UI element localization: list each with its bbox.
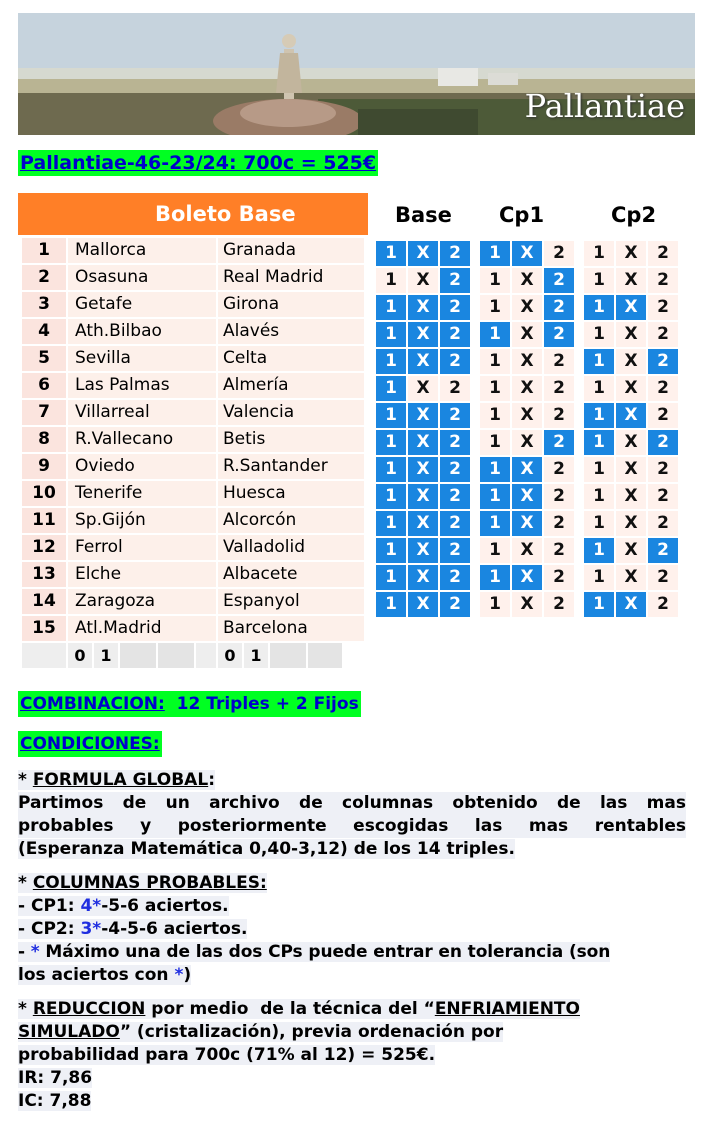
match-number: 11: [22, 508, 66, 533]
sign-cell: 1: [376, 349, 406, 374]
sign-cell: 2: [648, 457, 678, 482]
sign-cell: X: [616, 592, 646, 617]
grid-row: [376, 348, 472, 375]
sign-cell: X: [616, 565, 646, 590]
grid-row: [584, 294, 680, 321]
sign-cell: 2: [440, 349, 470, 374]
grid-row: [584, 564, 680, 591]
home-team: Ath.Bilbao: [68, 319, 216, 344]
match-row: [18, 237, 368, 264]
sign-cell: 2: [544, 430, 574, 455]
home-team: R.Vallecano: [68, 427, 216, 452]
grid-row: [584, 240, 680, 267]
sign-cell: X: [512, 592, 542, 617]
sign-cell: 1: [584, 592, 614, 617]
away-team: Girona: [218, 292, 364, 317]
sign-cell: X: [408, 565, 438, 590]
combinacion-value: 12 Triples + 2 Fijos: [164, 694, 359, 714]
enfriamiento-title: ENFRIAMIENTO: [434, 999, 580, 1019]
sign-cell: 2: [440, 268, 470, 293]
match-row: [18, 507, 368, 534]
grid-row: [376, 267, 472, 294]
sign-cell: 1: [480, 349, 510, 374]
sign-cell: X: [616, 457, 646, 482]
sign-cell: 1: [376, 592, 406, 617]
sign-cell: 1: [376, 295, 406, 320]
sign-cell: 1: [584, 538, 614, 563]
match-number: 10: [22, 481, 66, 506]
sign-cell: 2: [440, 592, 470, 617]
formula-line-3: (Esperanza Matemática 0,40-3,12) de los 14 triples.: [18, 839, 515, 859]
sign-cell: 2: [648, 511, 678, 536]
grid-row: [376, 240, 472, 267]
sign-cell: 1: [376, 268, 406, 293]
bullet: *: [18, 999, 33, 1019]
away-team: Barcelona: [218, 616, 364, 641]
sign-cell: 2: [544, 484, 574, 509]
sign-cell: 1: [584, 565, 614, 590]
away-team: Almería: [218, 373, 364, 398]
grid-header-cp2: Cp2: [611, 203, 657, 227]
footer-blank-cell: [120, 643, 156, 668]
sign-cell: 1: [376, 511, 406, 536]
sign-cell: X: [512, 322, 542, 347]
sign-cell: X: [616, 268, 646, 293]
condiciones-heading: [18, 731, 162, 757]
sign-cell: 2: [544, 511, 574, 536]
reduccion-section: [18, 998, 686, 1113]
boleto-footer: [22, 642, 368, 669]
cp1-prefix: - CP1:: [18, 896, 81, 916]
sign-cell: 2: [440, 403, 470, 428]
sign-cell: X: [616, 241, 646, 266]
sign-cell: 1: [480, 565, 510, 590]
sign-cell: 2: [440, 565, 470, 590]
sign-cell: 1: [480, 322, 510, 347]
sign-cell: X: [408, 376, 438, 401]
grid-row: [480, 321, 576, 348]
home-team: Sevilla: [68, 346, 216, 371]
sign-cell: 2: [440, 538, 470, 563]
formula-line-1: Partimos de un archivo de columnas obtenido de las mas: [18, 793, 686, 813]
home-team: Elche: [68, 562, 216, 587]
grid-row: [480, 591, 576, 618]
grid-row: [584, 429, 680, 456]
grid-row: [376, 321, 472, 348]
combinacion-label: COMBINACION:: [20, 694, 165, 714]
sign-cell: 1: [584, 322, 614, 347]
grid-base: [376, 240, 472, 618]
sign-cell: 2: [440, 376, 470, 401]
grid-row: [584, 456, 680, 483]
bullet: *: [18, 770, 33, 790]
sign-cell: 1: [376, 430, 406, 455]
cp1-rest: -5-6 aciertos.: [101, 896, 229, 916]
reduccion-text-1: por medio de la técnica del “: [145, 999, 435, 1019]
grid-row: [480, 294, 576, 321]
grid-row: [480, 510, 576, 537]
away-team: Alcorcón: [218, 508, 364, 533]
sign-cell: X: [408, 241, 438, 266]
sign-cell: 2: [440, 511, 470, 536]
formula-section: [18, 769, 686, 861]
sign-cell: 2: [544, 268, 574, 293]
sign-cell: 2: [544, 376, 574, 401]
sign-cell: 2: [544, 295, 574, 320]
condiciones-label: CONDICIONES:: [20, 734, 160, 754]
sign-cell: 1: [584, 403, 614, 428]
match-number: 6: [22, 373, 66, 398]
sign-cell: 1: [480, 376, 510, 401]
grid-row: [480, 375, 576, 402]
sign-cell: 2: [648, 430, 678, 455]
match-number: 9: [22, 454, 66, 479]
sign-cell: 2: [648, 592, 678, 617]
sign-cell: X: [616, 538, 646, 563]
cp2-highlight: 3*: [80, 919, 102, 939]
sign-cell: 2: [544, 322, 574, 347]
grid-row: [376, 402, 472, 429]
home-team: Mallorca: [68, 238, 216, 263]
sign-cell: X: [408, 484, 438, 509]
match-row: [18, 291, 368, 318]
home-team: Las Palmas: [68, 373, 216, 398]
grid-header-cp1: Cp1: [499, 203, 545, 227]
home-team: Osasuna: [68, 265, 216, 290]
sign-cell: X: [512, 565, 542, 590]
sign-cell: X: [512, 457, 542, 482]
footer-home-0: 0: [68, 643, 92, 668]
match-row: [18, 561, 368, 588]
boleto-base-table: [18, 193, 368, 669]
sign-cell: 1: [480, 511, 510, 536]
sign-cell: 1: [376, 538, 406, 563]
home-team: Zaragoza: [68, 589, 216, 614]
probables-section: [18, 872, 686, 987]
boleto-header: Boleto Base: [18, 193, 368, 235]
grid-row: [584, 321, 680, 348]
sign-cell: X: [616, 322, 646, 347]
sign-cell: X: [616, 484, 646, 509]
sign-cell: X: [408, 592, 438, 617]
match-number: 4: [22, 319, 66, 344]
away-team: Huesca: [218, 481, 364, 506]
home-team: Villarreal: [68, 400, 216, 425]
match-row: [18, 588, 368, 615]
match-number: 14: [22, 589, 66, 614]
sign-cell: 2: [440, 241, 470, 266]
reduccion-line-3: probabilidad para 700c (71% al 12) = 525€.: [18, 1045, 436, 1065]
sign-cell: X: [512, 484, 542, 509]
sign-cell: X: [408, 511, 438, 536]
match-number: 7: [22, 400, 66, 425]
grid-row: [376, 429, 472, 456]
match-row: [18, 372, 368, 399]
footer-blank-cell: [270, 643, 306, 668]
grid-row: [376, 375, 472, 402]
sign-cell: X: [408, 349, 438, 374]
sign-cell: 1: [480, 457, 510, 482]
grid-row: [480, 483, 576, 510]
grid-row: [480, 348, 576, 375]
note-star: *: [30, 942, 40, 962]
match-row: [18, 534, 368, 561]
match-number: 13: [22, 562, 66, 587]
home-team: Tenerife: [68, 481, 216, 506]
footer-blank-cell: [308, 643, 342, 668]
simulado-title: SIMULADO: [18, 1022, 120, 1042]
home-team: Sp.Gijón: [68, 508, 216, 533]
sign-cell: 2: [648, 295, 678, 320]
grid-row: [584, 402, 680, 429]
match-row: [18, 264, 368, 291]
sign-cell: 1: [480, 592, 510, 617]
footer-home-1: 1: [94, 643, 118, 668]
grid-row: [584, 537, 680, 564]
colon: :: [208, 770, 215, 790]
grid-row: [376, 483, 472, 510]
sign-cell: 2: [544, 403, 574, 428]
match-number: 8: [22, 427, 66, 452]
sign-cell: X: [408, 403, 438, 428]
sign-cell: 1: [584, 484, 614, 509]
formula-line-2: probables y posteriormente escogidas las mas rentables: [18, 816, 686, 836]
sign-cell: X: [616, 295, 646, 320]
footer-blank-cell: [22, 643, 66, 668]
grid-row: [480, 429, 576, 456]
note-text: Máximo una de las dos CPs puede entrar en tolerancia (son: [39, 942, 611, 962]
sign-cell: 1: [480, 241, 510, 266]
away-team: Espanyol: [218, 589, 364, 614]
home-team: Ferrol: [68, 535, 216, 560]
grid-row: [376, 591, 472, 618]
footer-blank-cell: [196, 643, 216, 668]
grid-cp2: [584, 240, 680, 618]
sign-cell: X: [408, 322, 438, 347]
formula-title: FORMULA GLOBAL: [32, 770, 209, 790]
reduccion-text-2: ” (cristalización), previa ordenación por: [119, 1022, 504, 1042]
sign-cell: X: [408, 268, 438, 293]
sign-cell: 1: [584, 457, 614, 482]
cp1-highlight: 4*: [80, 896, 102, 916]
grid-row: [584, 375, 680, 402]
note-end: ): [183, 965, 192, 985]
grid-row: [480, 267, 576, 294]
sign-cell: X: [408, 538, 438, 563]
grid-row: [480, 537, 576, 564]
cp2-prefix: - CP2:: [18, 919, 81, 939]
match-number: 2: [22, 265, 66, 290]
grid-row: [584, 348, 680, 375]
sign-cell: 1: [480, 295, 510, 320]
sign-cell: X: [408, 430, 438, 455]
match-row: [18, 426, 368, 453]
sign-cell: 1: [376, 457, 406, 482]
sign-cell: 1: [376, 241, 406, 266]
match-row: [18, 453, 368, 480]
sign-cell: 2: [544, 457, 574, 482]
sign-cell: 2: [440, 295, 470, 320]
sign-cell: X: [408, 295, 438, 320]
sign-cell: 1: [376, 403, 406, 428]
sign-cell: 2: [440, 484, 470, 509]
sign-cell: 2: [648, 484, 678, 509]
note-star-2: *: [174, 965, 184, 985]
away-team: Alavés: [218, 319, 364, 344]
probables-title: COLUMNAS PROBABLES:: [32, 873, 267, 893]
sign-cell: 1: [584, 430, 614, 455]
away-team: Real Madrid: [218, 265, 364, 290]
sign-cell: 2: [544, 349, 574, 374]
sign-cell: 1: [584, 241, 614, 266]
cp2-rest: -4-5-6 aciertos.: [101, 919, 248, 939]
grid-row: [584, 591, 680, 618]
sign-cell: 1: [376, 484, 406, 509]
sign-cell: 1: [480, 430, 510, 455]
sign-cell: 2: [648, 349, 678, 374]
away-team: Valladolid: [218, 535, 364, 560]
sign-cell: X: [616, 349, 646, 374]
sign-cell: 1: [480, 403, 510, 428]
grid-row: [584, 267, 680, 294]
away-team: Betis: [218, 427, 364, 452]
home-team: Atl.Madrid: [68, 616, 216, 641]
match-row: [18, 318, 368, 345]
away-team: Celta: [218, 346, 364, 371]
sign-cell: X: [512, 241, 542, 266]
footer-away-1: 1: [244, 643, 268, 668]
grid-row: [376, 537, 472, 564]
sign-cell: 1: [376, 376, 406, 401]
sign-cell: X: [512, 403, 542, 428]
away-team: Albacete: [218, 562, 364, 587]
sign-cell: 2: [544, 565, 574, 590]
note-line-2: los aciertos con: [18, 965, 175, 985]
footer-blank-cell: [158, 643, 194, 668]
sign-cell: X: [512, 538, 542, 563]
away-team: Valencia: [218, 400, 364, 425]
sign-cell: X: [408, 457, 438, 482]
sign-cell: X: [512, 295, 542, 320]
sign-cell: 2: [544, 592, 574, 617]
ic-value: IC: 7,88: [18, 1091, 92, 1111]
grid-row: [480, 564, 576, 591]
banner-logo-text: Pallantiae: [524, 87, 685, 125]
sign-cell: 1: [480, 268, 510, 293]
match-row: [18, 345, 368, 372]
sign-cell: X: [616, 376, 646, 401]
grid-row: [376, 294, 472, 321]
grid-row: [480, 456, 576, 483]
sign-cell: X: [616, 430, 646, 455]
home-team: Getafe: [68, 292, 216, 317]
sign-cell: 1: [480, 538, 510, 563]
sign-cell: 2: [440, 457, 470, 482]
page-title: [18, 150, 378, 176]
grid-row: [480, 240, 576, 267]
sign-cell: 1: [584, 268, 614, 293]
sign-cell: 1: [584, 349, 614, 374]
sign-cell: 1: [584, 511, 614, 536]
sign-cell: X: [616, 511, 646, 536]
page-title-text: Pallantiae-46-23/24: 700c = 525€: [20, 152, 377, 174]
note-prefix: -: [18, 942, 31, 962]
boleto-rows: [18, 237, 368, 642]
grid-row: [480, 402, 576, 429]
grid-cp1: [480, 240, 576, 618]
match-row: [18, 480, 368, 507]
sign-cell: 2: [648, 322, 678, 347]
sign-cell: 2: [648, 376, 678, 401]
match-number: 12: [22, 535, 66, 560]
sign-cell: 2: [648, 565, 678, 590]
grid-header-base: Base: [395, 203, 452, 227]
grid-row: [584, 510, 680, 537]
sign-cell: X: [512, 376, 542, 401]
sign-cell: 1: [584, 295, 614, 320]
match-number: 5: [22, 346, 66, 371]
grid-row: [376, 456, 472, 483]
sign-cell: 2: [544, 241, 574, 266]
grid-row: [376, 564, 472, 591]
away-team: Granada: [218, 238, 364, 263]
grid-row: [376, 510, 472, 537]
sign-cell: 1: [584, 376, 614, 401]
reduccion-title: REDUCCION: [32, 999, 146, 1019]
grid-row: [584, 483, 680, 510]
sign-cell: X: [616, 403, 646, 428]
sign-cell: 1: [376, 565, 406, 590]
away-team: R.Santander: [218, 454, 364, 479]
match-number: 3: [22, 292, 66, 317]
sign-cell: 2: [440, 322, 470, 347]
sign-cell: 2: [648, 241, 678, 266]
sign-cell: X: [512, 268, 542, 293]
sign-cell: 1: [376, 322, 406, 347]
match-number: 1: [22, 238, 66, 263]
footer-away-0: 0: [218, 643, 242, 668]
sign-cell: 2: [648, 538, 678, 563]
header-banner: [18, 13, 695, 135]
sign-cell: 2: [440, 430, 470, 455]
home-team: Oviedo: [68, 454, 216, 479]
match-number: 15: [22, 616, 66, 641]
sign-cell: 2: [544, 538, 574, 563]
match-row: [18, 615, 368, 642]
match-row: [18, 399, 368, 426]
sign-cell: X: [512, 349, 542, 374]
sign-cell: 1: [480, 484, 510, 509]
bullet: *: [18, 873, 33, 893]
sign-cell: 2: [648, 268, 678, 293]
sign-cell: X: [512, 430, 542, 455]
combinacion-line: [18, 691, 361, 717]
sign-cell: X: [512, 511, 542, 536]
sign-cell: 2: [648, 403, 678, 428]
ir-value: IR: 7,86: [18, 1068, 93, 1088]
